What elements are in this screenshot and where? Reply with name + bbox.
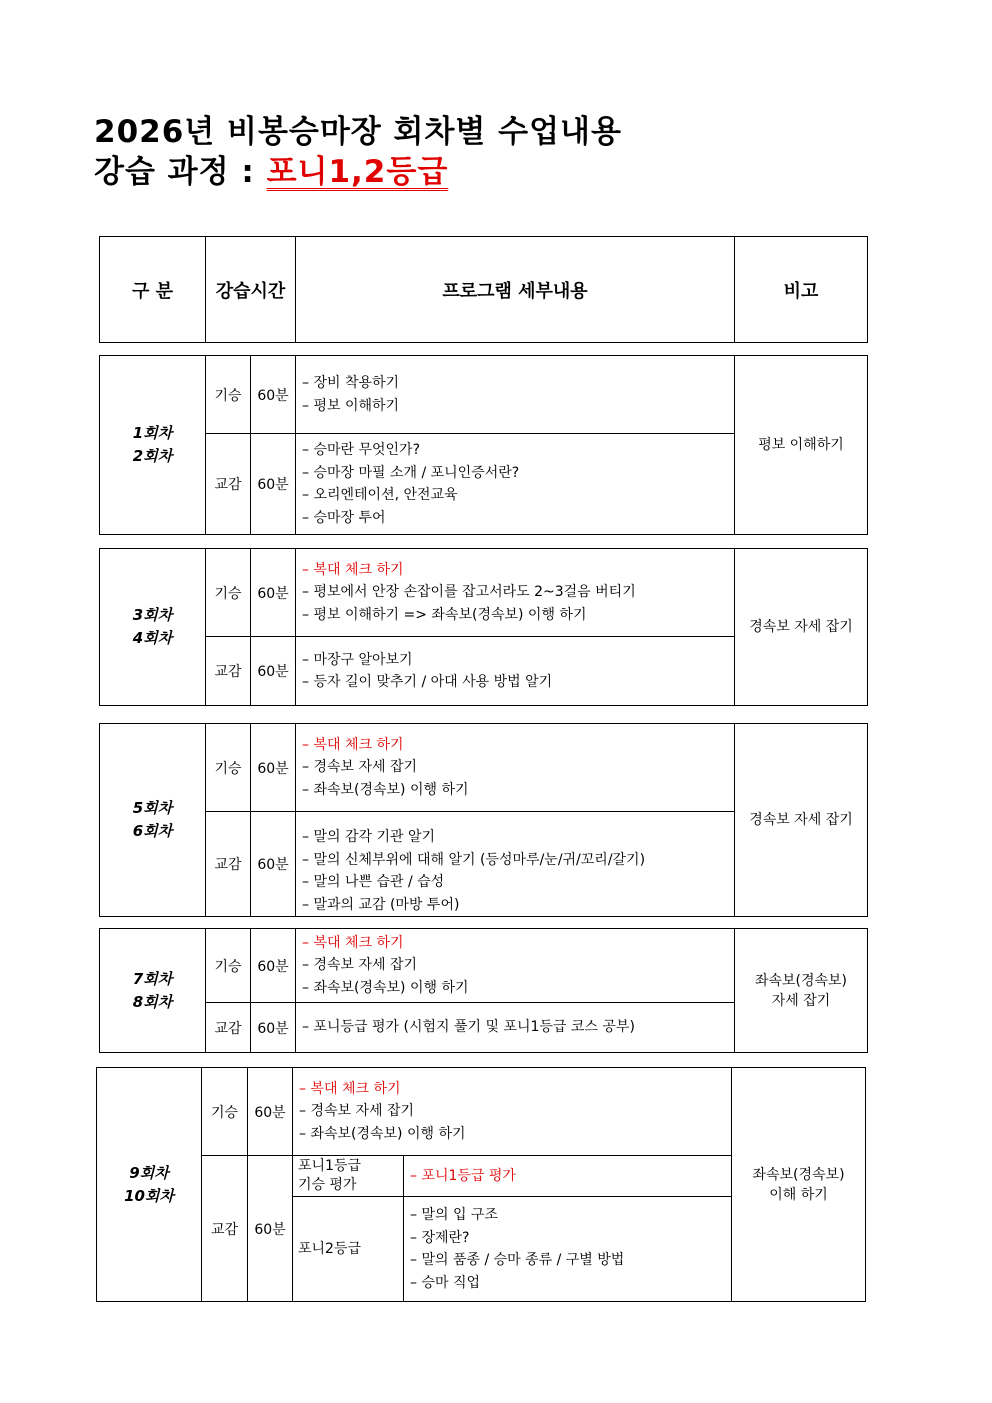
program-content (404, 1156, 732, 1197)
list-item: – 승마란 무엇인가? (302, 442, 420, 458)
program-content (296, 1003, 735, 1053)
program-content (296, 549, 735, 637)
list-item: – 포니1등급 평가 (410, 1167, 516, 1184)
page-title (94, 112, 622, 192)
list-item: – 말의 감각 기관 알기 (302, 829, 435, 845)
program-content (293, 1068, 732, 1156)
list-item: – 평보 이해하기 (302, 397, 400, 414)
session-label: 9회차 10회차 (97, 1068, 202, 1302)
list-item: – 오리엔테이션, 안전교육 (302, 487, 458, 503)
list-item: – 말의 나쁜 습관 / 습성 (302, 874, 445, 890)
time-cell: 60분 (248, 1156, 293, 1302)
time-cell: 60분 (251, 356, 296, 434)
time-cell: 60분 (251, 1003, 296, 1053)
program-content (296, 724, 735, 812)
type-cell: 교감 (206, 812, 251, 917)
list-item: – 말의 품종 / 승마 종류 / 구별 방법 (410, 1252, 625, 1268)
type-cell: 기승 (206, 356, 251, 434)
time-cell: 60분 (248, 1068, 293, 1156)
list-item: – 승마장 투어 (302, 509, 386, 526)
time-cell: 60분 (251, 637, 296, 706)
list-item: – 장제란? (410, 1229, 470, 1246)
list-item: – 좌속보(경속보) 이행 하기 (302, 781, 469, 798)
list-item: – 말과의 교감 (마방 투어) (302, 896, 460, 913)
type-cell: 교감 (206, 637, 251, 706)
type-cell: 교감 (206, 1003, 251, 1053)
session-block-2 (99, 548, 868, 706)
time-cell: 60분 (251, 812, 296, 917)
course-label: 강습 과정 : (94, 154, 267, 190)
list-item: – 승마장 마필 소개 / 포니인증서란? (302, 464, 520, 481)
session-block-3 (99, 723, 868, 917)
note-cell: 좌속보(경속보) 이해 하기 (732, 1068, 866, 1302)
header-program: 프로그램 세부내용 (296, 237, 735, 343)
header-table (99, 236, 868, 343)
session-block-5 (96, 1067, 866, 1302)
program-content (296, 356, 735, 434)
course-name: 포니1,2등급 (266, 154, 449, 190)
list-item: – 복대 체크 하기 (299, 1080, 401, 1097)
type-cell: 기승 (206, 929, 251, 1003)
list-item: – 등자 길이 맞추기 / 아대 사용 방법 알기 (302, 674, 553, 690)
list-item: – 복대 체크 하기 (302, 934, 404, 951)
type-cell: 기승 (206, 724, 251, 812)
note-cell: 좌속보(경속보) 자세 잡기 (735, 929, 868, 1053)
sub-label-cell: 포니1등급 기승 평가 (293, 1156, 404, 1197)
list-item: – 포니등급 평가 (시험지 풀기 및 포니1등급 코스 공부) (302, 1019, 635, 1036)
type-cell: 교감 (202, 1156, 248, 1302)
time-cell: 60분 (251, 929, 296, 1003)
list-item: – 평보 이해하기 => 좌속보(경속보) 이행 하기 (302, 606, 587, 623)
list-item: – 경속보 자세 잡기 (302, 957, 418, 974)
session-label: 3회차 4회차 (100, 549, 206, 706)
list-item: – 경속보 자세 잡기 (299, 1103, 415, 1120)
list-item: – 승마 직업 (410, 1274, 480, 1291)
list-item: – 마장구 알아보기 (302, 651, 413, 668)
list-item: – 말의 입 구조 (410, 1207, 498, 1223)
list-item: – 좌속보(경속보) 이행 하기 (302, 979, 469, 996)
list-item: – 평보에서 안장 손잡이를 잡고서라도 2~3걸음 버티기 (302, 584, 636, 601)
title-line2 (94, 152, 622, 192)
program-content (404, 1197, 732, 1302)
session-block-4 (99, 928, 868, 1053)
header-time: 강습시간 (206, 237, 296, 343)
header-category: 구 분 (100, 237, 206, 343)
program-content (296, 434, 735, 535)
time-cell: 60분 (251, 434, 296, 535)
time-cell: 60분 (251, 549, 296, 637)
type-cell: 기승 (206, 549, 251, 637)
title-line1: 2026년 비봉승마장 회차별 수업내용 (94, 114, 622, 150)
program-content (296, 812, 735, 917)
list-item: – 경속보 자세 잡기 (302, 759, 418, 776)
sub-label-cell: 포니2등급 (293, 1197, 404, 1302)
note-cell: 경속보 자세 잡기 (735, 549, 868, 706)
session-label: 5회차 6회차 (100, 724, 206, 917)
session-label: 7회차 8회차 (100, 929, 206, 1053)
list-item: – 복대 체크 하기 (302, 736, 404, 753)
list-item: – 말의 신체부위에 대해 알기 (등성마루/눈/귀/꼬리/갈기) (302, 851, 646, 868)
list-item: – 좌속보(경속보) 이행 하기 (299, 1125, 466, 1142)
session-block-1 (99, 355, 868, 535)
note-cell: 경속보 자세 잡기 (735, 724, 868, 917)
program-content (296, 929, 735, 1003)
program-content (296, 637, 735, 706)
type-cell: 교감 (206, 434, 251, 535)
list-item: – 장비 착용하기 (302, 375, 400, 391)
list-item: – 복대 체크 하기 (302, 561, 404, 578)
time-cell: 60분 (251, 724, 296, 812)
type-cell: 기승 (202, 1068, 248, 1156)
session-label: 1회차 2회차 (100, 356, 206, 535)
note-cell: 평보 이해하기 (735, 356, 868, 535)
header-note: 비고 (735, 237, 868, 343)
